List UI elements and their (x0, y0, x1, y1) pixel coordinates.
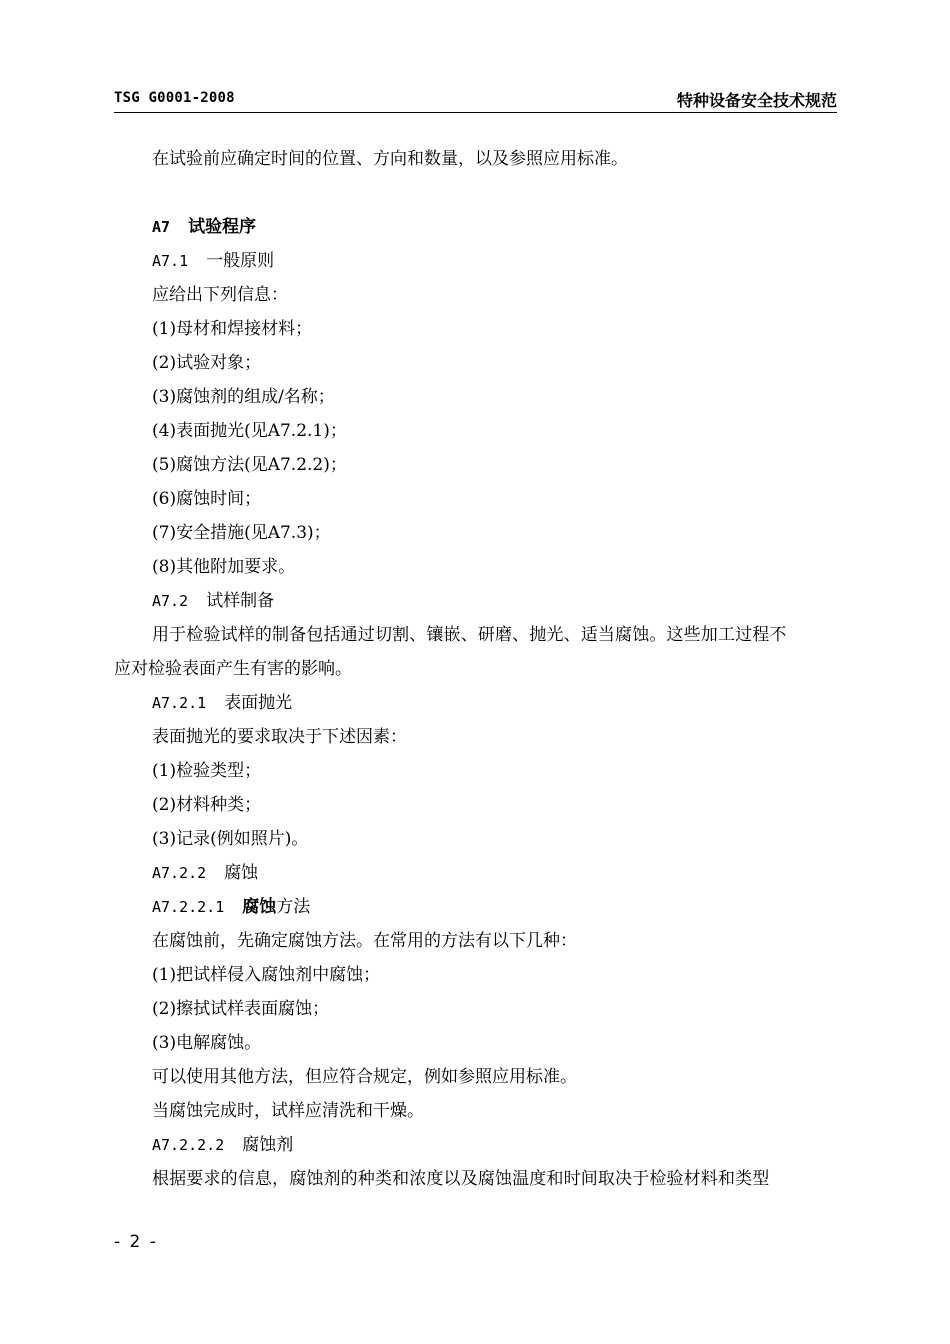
list-lead: 在腐蚀前，先确定腐蚀方法。在常用的方法有以下几种： (152, 931, 577, 951)
paragraph-line: 根据要求的信息，腐蚀剂的种类和浓度以及腐蚀温度和时间取决于检验材料和类型 (152, 1169, 770, 1189)
section-title-bold: 腐蚀 (242, 897, 277, 917)
document-series-title: 特种设备安全技术规范 (676, 91, 837, 110)
section-number: A7 (152, 218, 171, 236)
section-number: A7.2 (152, 592, 189, 610)
document-code: TSG G0001-2008 (114, 90, 235, 106)
list-item: (2)材料种类； (152, 795, 262, 815)
list-item: (1)检验类型； (152, 761, 262, 781)
section-a7-2-2-heading (114, 856, 837, 890)
paragraph: 当腐蚀完成时，试样应清洗和干燥。 (152, 1101, 424, 1121)
list-item: (3)记录(例如照片)。 (152, 829, 309, 849)
paragraph-line: 应对检验表面产生有害的影响。 (114, 659, 352, 679)
section-number: A7.1 (152, 252, 189, 270)
list-item: (3)电解腐蚀。 (152, 1033, 262, 1053)
section-a7-2-2-2-heading (114, 1128, 837, 1162)
list-item: (2)试验对象； (152, 353, 262, 373)
section-number: A7.2.2.1 (152, 898, 225, 916)
paragraph: 可以使用其他方法，但应符合规定，例如参照应用标准。 (152, 1067, 577, 1087)
section-a7-2-heading (114, 584, 837, 618)
list-item: (1)把试样侵入腐蚀剂中腐蚀； (152, 965, 381, 985)
list-item: (6)腐蚀时间； (152, 489, 262, 509)
list-item: (7)安全措施(见A7.3)； (152, 523, 331, 543)
list-lead: 应给出下列信息： (152, 285, 288, 305)
section-a7-heading (114, 210, 837, 244)
page-number: - 2 - (114, 1232, 158, 1252)
section-a7-1-heading (114, 244, 837, 278)
list-item: (3)腐蚀剂的组成/名称； (152, 387, 335, 407)
section-number: A7.2.2.2 (152, 1136, 225, 1154)
section-number: A7.2.1 (152, 694, 207, 712)
list-item: (8)其他附加要求。 (152, 557, 296, 577)
section-title: 表面抛光 (224, 693, 293, 713)
intro-paragraph: 在试验前应确定时间的位置、方向和数量，以及参照应用标准。 (152, 149, 628, 169)
section-title: 腐蚀 (224, 863, 259, 883)
list-item: (5)腐蚀方法(见A7.2.2)； (152, 455, 347, 475)
section-title-rest: 方法 (276, 897, 311, 917)
section-title: 试样制备 (206, 591, 275, 611)
section-number: A7.2.2 (152, 864, 207, 882)
list-item: (2)擦拭试样表面腐蚀； (152, 999, 330, 1019)
list-item: (1)母材和焊接材料； (152, 319, 313, 339)
list-lead: 表面抛光的要求取决于下述因素： (152, 727, 407, 747)
section-title: 腐蚀剂 (242, 1135, 294, 1155)
section-title: 一般原则 (206, 251, 275, 271)
section-title: 试验程序 (188, 217, 257, 237)
section-a7-2-1-heading (114, 686, 837, 720)
page-header (114, 88, 837, 113)
section-a7-2-2-1-heading (114, 890, 837, 924)
page-body (114, 142, 837, 1196)
list-item: (4)表面抛光(见A7.2.1)； (152, 421, 347, 441)
paragraph-line: 用于检验试样的制备包括通过切割、镶嵌、研磨、抛光、适当腐蚀。这些加工过程不 (152, 625, 787, 645)
